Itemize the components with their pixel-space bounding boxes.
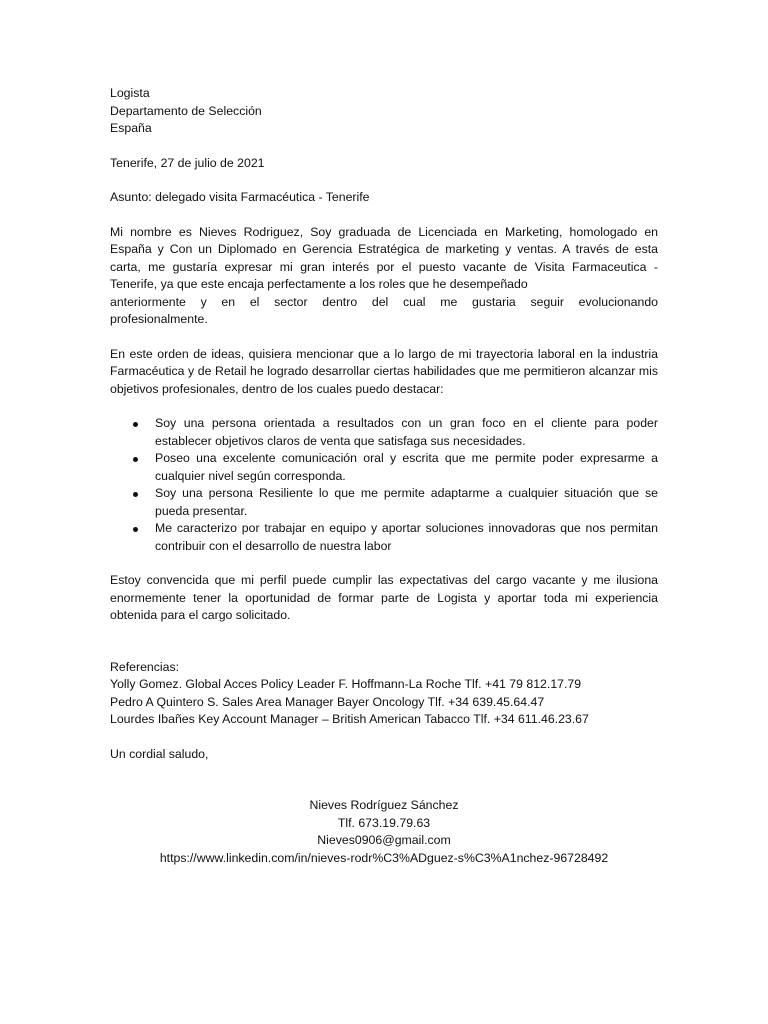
reference-item: Yolly Gomez. Global Acces Policy Leader F. Hoffmann-La Roche Tlf. +41 79 812.17.79: [110, 677, 582, 691]
list-item-text: Poseo una excelente comunicación oral y escrita que me permite poder expresarme a cualquier nivel según corresponda.: [155, 451, 658, 483]
list-item-text: Me caracterizo por trabajar en equipo y aportar soluciones innovadoras que nos permitan contribuir con el desarrollo de nuestra labor: [155, 521, 658, 553]
recipient-block: [110, 85, 658, 138]
paragraph-intro-line: Tenerife, ya que este encaja perfectamente a los roles que he desempeñado: [110, 277, 528, 291]
closing-salutation: Un cordial saludo,: [110, 746, 209, 761]
date-line: Tenerife, 27 de julio de 2021: [110, 155, 265, 170]
list-item: [110, 450, 658, 485]
paragraph-closing: [110, 572, 658, 625]
list-item: [110, 415, 658, 450]
paragraph-intro-line: anteriormente y en el sector dentro del cual me gustaria seguir evolucionando: [110, 294, 658, 309]
paragraph-intro-line: Mi nombre es Nieves Rodriguez, Soy graduada de Licenciada en Marketing, homologado en: [110, 224, 658, 239]
skills-list: [110, 415, 658, 555]
bullet-icon: [133, 527, 138, 532]
paragraph-closing-text: Estoy convencida que mi perfil puede cumplir las expectativas del cargo vacante y me ilusiona enormemente tener la oportunidad de formar parte de Logista y aportar toda mi experiencia obtenida para el cargo solicitado.: [110, 573, 658, 622]
paragraph-intro-line: España y Con un Diplomado en Gerencia Estratégica de marketing y ventas. A través de esta: [110, 242, 658, 256]
references-heading: Referencias:: [110, 659, 180, 674]
paragraph-intro: [110, 224, 658, 329]
signature-block: [110, 797, 658, 867]
recipient-department: Departamento de Selección: [110, 103, 262, 118]
reference-item: Pedro A Quintero S. Sales Area Manager Bayer Oncology Tlf. +34 639.45.64.47: [110, 694, 545, 709]
recipient-company: Logista: [110, 86, 150, 100]
letter-page: [110, 85, 658, 867]
paragraph-skills-intro: [110, 346, 658, 399]
paragraph-skills-text: En este orden de ideas, quisiera mencionar que a lo largo de mi trayectoria laboral en la industria Farmacéutica y de Retail he logrado desarrollar ciertas habilidades que me permitieron alcanzar mis objetivos profesionales, dentro de los cuales puedo destacar:: [110, 346, 658, 396]
list-item: [110, 520, 658, 555]
signature-email: Nieves0906@gmail.com: [317, 833, 451, 847]
signature-name: Nieves Rodríguez Sánchez: [309, 798, 459, 812]
list-item: [110, 485, 658, 520]
list-item-text: Soy una persona orientada a resultados con un gran foco en el cliente para poder establecer objetivos claros de venta que satisfaga sus necesidades.: [155, 416, 658, 448]
bullet-icon: [133, 457, 138, 462]
recipient-country: España: [110, 121, 152, 135]
list-item-text: Soy una persona Resiliente lo que me permite adaptarme a cualquier situación que se pueda presentar.: [155, 486, 658, 518]
subject-line: Asunto: delegado visita Farmacéutica - Tenerife: [110, 190, 370, 204]
references-block: [110, 659, 658, 729]
signature-linkedin: https://www.linkedin.com/in/nieves-rodr%C3%ADguez-s%C3%A1nchez-96728492: [159, 850, 609, 865]
bullet-icon: [133, 422, 138, 427]
paragraph-intro-line: profesionalmente.: [110, 312, 208, 326]
reference-item: Lourdes Ibañes Key Account Manager – British American Tabacco Tlf. +34 611.46.23.67: [110, 712, 589, 726]
bullet-icon: [133, 492, 138, 497]
paragraph-intro-line: carta, me gustaría expresar mi gran interés por el puesto vacante de Visita Farmaceutica -: [110, 259, 658, 274]
signature-phone: Tlf. 673.19.79.63: [337, 815, 431, 830]
